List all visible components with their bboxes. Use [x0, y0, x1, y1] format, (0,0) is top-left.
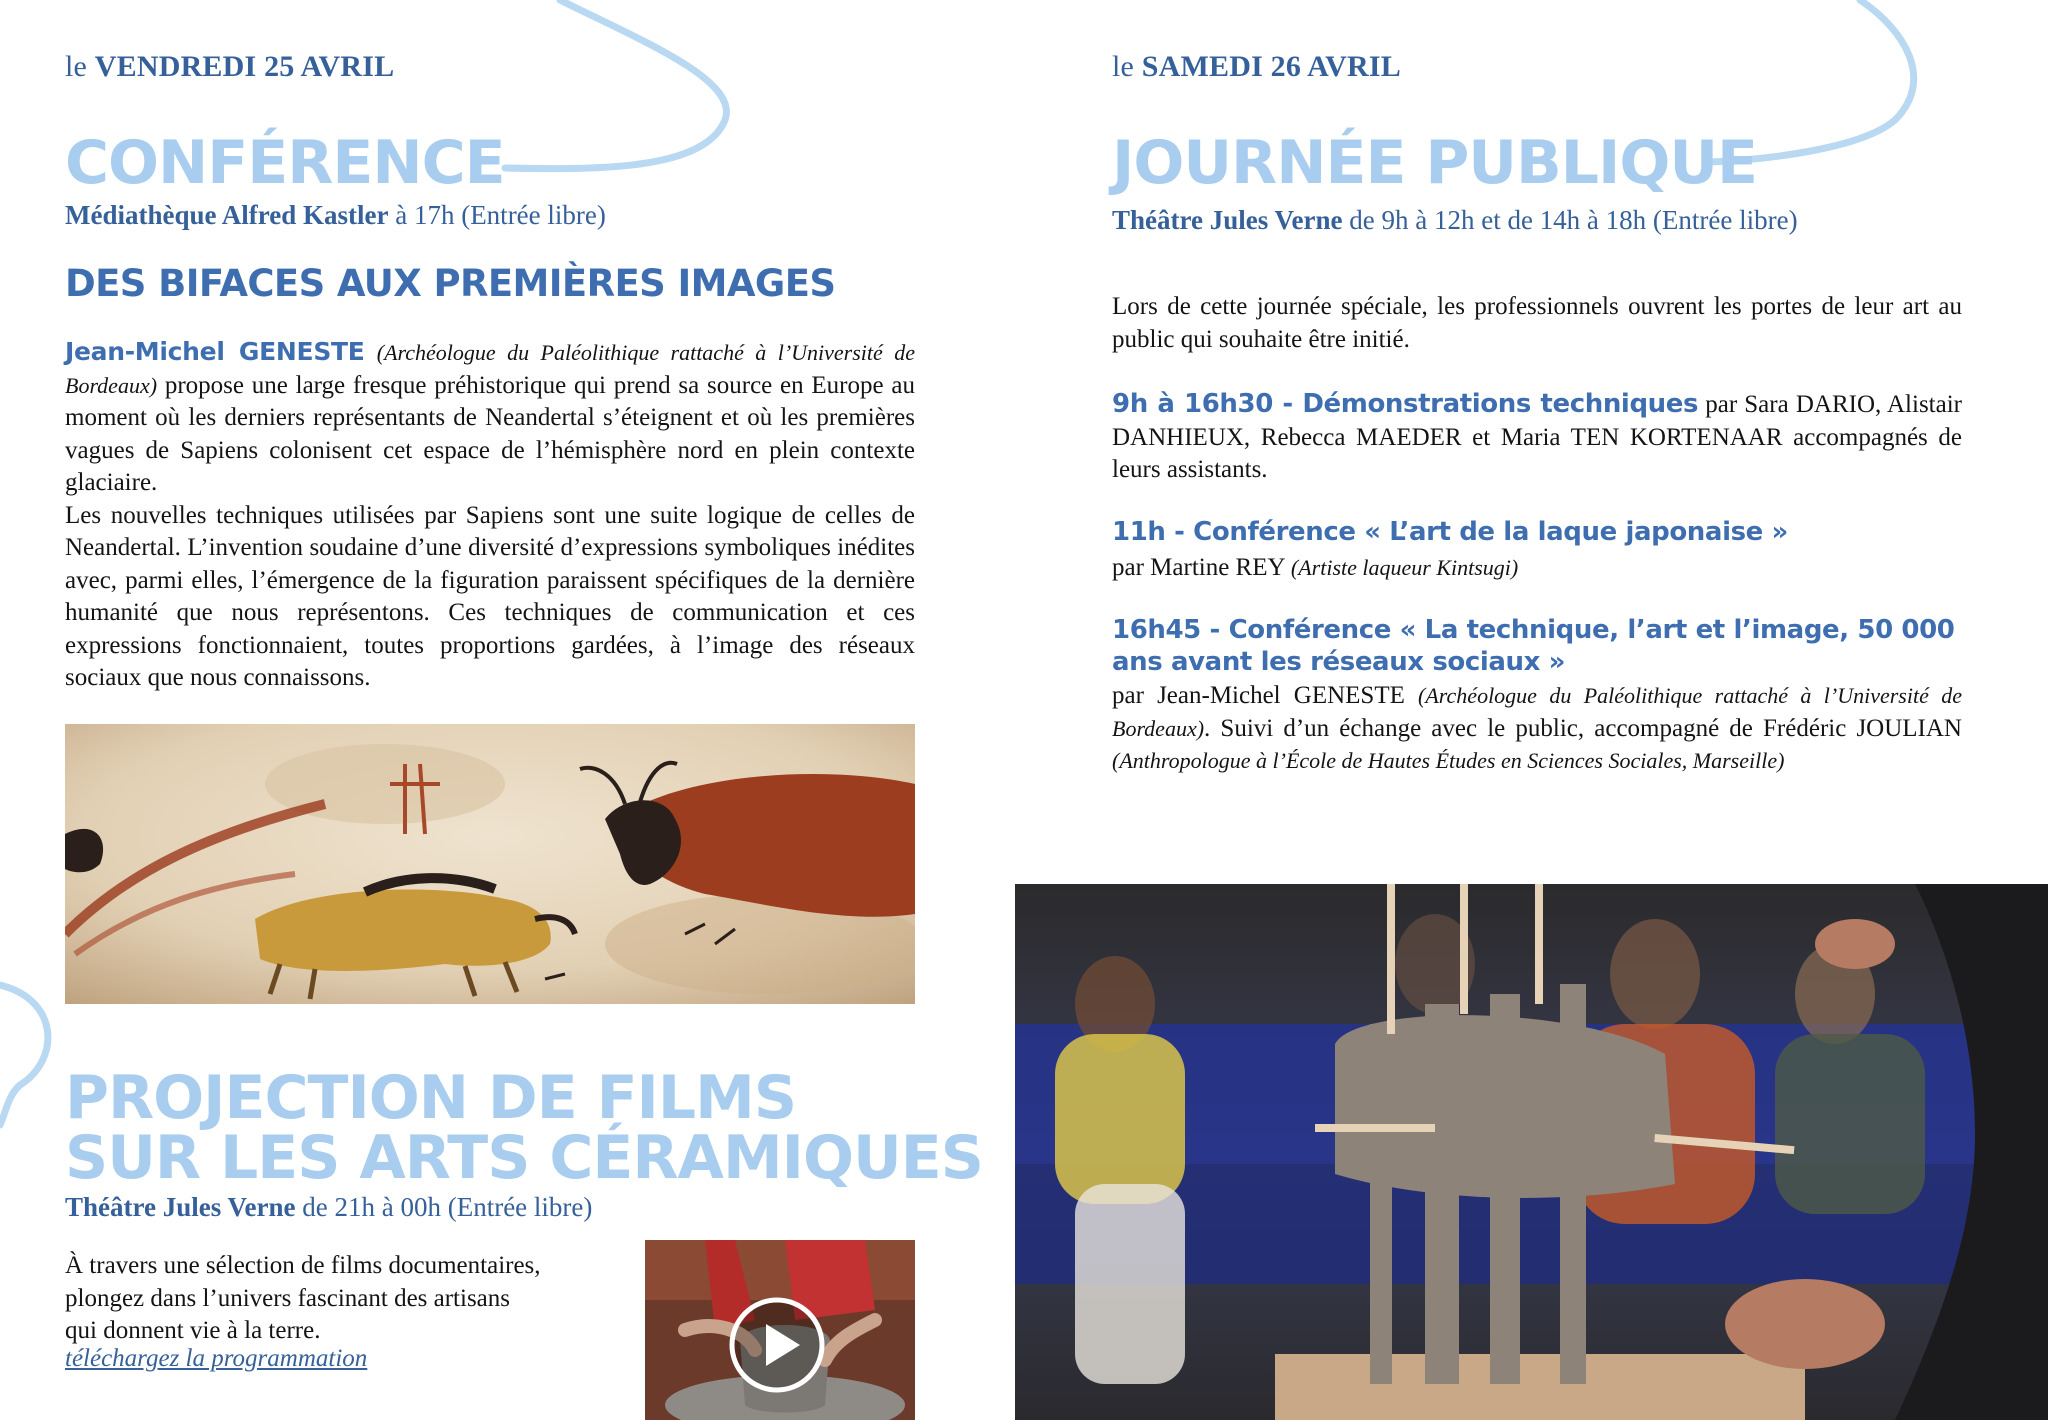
conference-description	[65, 336, 915, 695]
projection-description	[65, 1250, 645, 1348]
left-date	[65, 50, 394, 84]
conference-venue	[65, 200, 606, 231]
paragraph-1: propose une large fresque préhistorique qui prend sa source en Europe au moment où les derniers représentants de Neandertal s’éteignent et où les premières vagues de Sapiens colonisent cet espace de l’hémisphère nord en plein contexte glaciaire.	[65, 371, 915, 496]
pottery-video-thumbnail[interactable]	[645, 1240, 915, 1420]
venue-name: Théâtre Jules Verne	[1112, 205, 1343, 235]
venue-name: Médiathèque Alfred Kastler	[65, 200, 389, 230]
cave-painting-image	[65, 724, 915, 1004]
projection-text-line: qui donnent vie à la terre.	[65, 1317, 321, 1344]
item-role: (Artiste laqueur Kintsugi)	[1290, 555, 1519, 580]
public-day-title: JOURNÉE PUBLIQUE	[1112, 128, 1758, 198]
item-title: 9h à 16h30 - Démonstrations techniques	[1112, 389, 1699, 419]
venue-detail: de 9h à 12h et de 14h à 18h (Entrée libre)	[1349, 205, 1798, 235]
projection-title-line-2: SUR LES ARTS CÉRAMIQUES	[65, 1123, 983, 1193]
download-programme-link[interactable]: téléchargez la programmation	[65, 1345, 368, 1372]
item-title: 16h45 - Conférence « La technique, l’art et l’image, 50 000 ans avant les réseaux sociaux »	[1112, 615, 1955, 677]
programme-item-laque	[1112, 516, 1962, 585]
conference-subtitle: DES BIFACES AUX PREMIÈRES IMAGES	[65, 262, 836, 305]
projection-text-line: plongez dans l’univers fascinant des artisans	[65, 1284, 511, 1312]
speaker-name: Jean-Michel GENESTE	[65, 337, 365, 366]
item-role: (Anthropologue à l’École de Hautes Études en Sciences Sociales, Marseille)	[1112, 748, 1785, 773]
projection-title-line-1: PROJECTION DE FILMS	[65, 1063, 797, 1133]
public-day-venue	[1112, 205, 1798, 236]
play-button[interactable]	[728, 1296, 826, 1394]
venue-detail: à 17h (Entrée libre)	[395, 200, 606, 230]
clay-sculpture-photo	[1015, 884, 2048, 1420]
right-date	[1112, 50, 1401, 84]
item-text: par Sara DARIO, Alistair DANHIEUX, Rebecca MAEDER et Maria TEN KORTENAAR accompagnés de leurs assistants.	[1112, 391, 1962, 483]
item-text: par Jean-Michel GENESTE	[1112, 682, 1405, 709]
item-text: . Suivi d’un échange avec le public, accompagné de Frédéric JOULIAN	[1204, 714, 1962, 742]
projection-text-line: À travers une sélection de films documentaires,	[65, 1252, 541, 1279]
projection-title	[65, 1063, 983, 1193]
date-prefix: le	[65, 50, 88, 83]
play-icon	[728, 1296, 826, 1394]
date-value: SAMEDI 26 AVRIL	[1141, 50, 1401, 83]
conference-title: CONFÉRENCE	[65, 128, 505, 198]
speaker-role: (Archéologue du Paléolithique rattaché à l’Université de Bordeaux)	[65, 340, 915, 398]
programme-item-demonstrations	[1112, 388, 1962, 487]
date-value: VENDREDI 25 AVRIL	[94, 50, 395, 83]
venue-name: Théâtre Jules Verne	[65, 1192, 296, 1222]
item-title: 11h - Conférence « L’art de la laque japonaise »	[1112, 517, 1788, 547]
venue-detail: de 21h à 00h (Entrée libre)	[302, 1192, 593, 1222]
date-prefix: le	[1112, 50, 1135, 83]
paragraph-2: Les nouvelles techniques utilisées par Sapiens sont une suite logique de celles de Neandertal. L’invention soudaine d’une diversité d’expressions symboliques inédites avec, parmi elles, l’émergence de la figuration paraissent spécifiques de la dernière humanité que nous représentons. Ces techniques de communication et ces expressions fonctionnaient, toutes proportions gardées, à l’image des réseaux sociaux que nous connaissons.	[65, 501, 915, 691]
item-text: par Martine REY	[1112, 554, 1285, 581]
projection-venue	[65, 1192, 592, 1223]
item-role: (Archéologue du Paléolithique rattaché à l’Université de Bordeaux)	[1112, 683, 1963, 741]
programme-item-conference	[1112, 614, 1962, 778]
public-day-intro: Lors de cette journée spéciale, les professionnels ouvrent les portes de leur art au public qui souhaite être initié.	[1112, 293, 1962, 353]
